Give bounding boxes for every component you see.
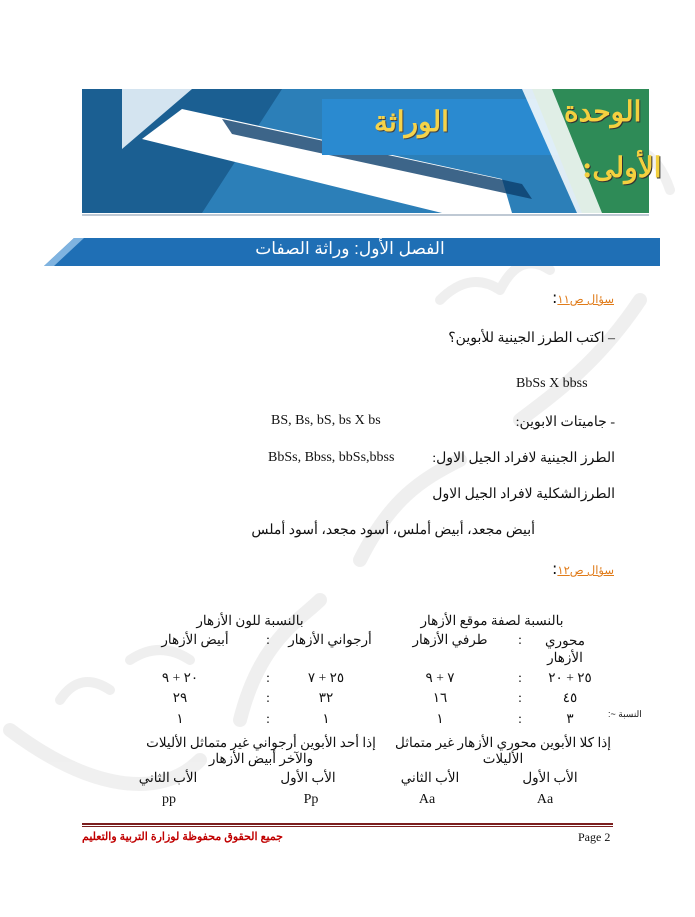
- cell-sep: :: [266, 711, 270, 726]
- cell-sep: :: [518, 670, 522, 685]
- col-sep: :: [266, 632, 270, 647]
- cell-axial-ratio: ٣: [566, 711, 574, 726]
- col-purple: أرجواني الأزهار: [288, 632, 372, 647]
- color-parent2-label: الأب الثاني: [138, 770, 198, 785]
- question-2-colon: :: [552, 559, 558, 578]
- unit-topic: الوراثة: [374, 105, 449, 138]
- header-flower-position: بالنسبة لصفة موقع الأزهار: [420, 613, 564, 628]
- cell-terminal-sum: ٧ + ٩: [425, 670, 455, 685]
- cell-white-sum: ٢٠ + ٩: [161, 670, 199, 685]
- color-parent1-label: الأب الأول: [280, 770, 336, 785]
- color-parent2-genotype: pp: [162, 792, 176, 807]
- cell-axial-total: ٤٥: [562, 690, 578, 705]
- cell-terminal-ratio: ١: [436, 711, 444, 726]
- cell-purple-sum: ٢٥ + ٧: [307, 670, 345, 685]
- cell-purple-ratio: ١: [322, 711, 330, 726]
- phenotypes-value: أبيض مجعد، أبيض أملس، أسود مجعد، أسود أملس: [251, 523, 535, 538]
- ratio-label: النسبة ~:: [608, 709, 642, 719]
- cell-sep: :: [266, 690, 270, 705]
- color-parent1-genotype: Pp: [303, 792, 319, 807]
- col-axial: محوري الأزهار: [544, 633, 585, 665]
- cell-white-ratio: ١: [176, 711, 184, 726]
- question-1-heading: [500, 288, 614, 307]
- cell-terminal-total: ١٦: [432, 690, 448, 705]
- cell-sep: :: [518, 690, 522, 705]
- footer-rule: [82, 823, 613, 825]
- col-terminal: طرفي الأزهار: [412, 632, 488, 647]
- gametes-value: BS, Bs, bS, bs X bs: [271, 413, 381, 428]
- cell-sep: :: [518, 711, 522, 726]
- question-2-heading: [500, 559, 614, 578]
- footer-rights: جميع الحقوق محفوظة لوزارة التربية والتعليم: [82, 831, 283, 843]
- case-flower-color: إذا أحد الأبوين أرجواني غير متماثل الأليلات والآخر أبيض الأزهار: [146, 735, 376, 766]
- position-parent1-genotype: Aa: [536, 792, 554, 807]
- cell-purple-total: ٣٢: [318, 690, 334, 705]
- banner-divider: [82, 214, 649, 216]
- question-2-label: سؤال ص١٢: [557, 565, 614, 577]
- question-1-label: سؤال ص١١: [557, 294, 614, 306]
- unit-number-line2: الأولى:: [582, 151, 662, 184]
- phenotypes-label: الطرزالشكلية لافراد الجيل الاول: [432, 487, 615, 502]
- chapter-title: الفصل الأول: وراثة الصفات: [255, 239, 445, 258]
- question-1-colon: :: [552, 288, 558, 307]
- header-flower-color: بالنسبة للون الأزهار: [196, 613, 304, 628]
- position-parent2-genotype: Aa: [418, 792, 436, 807]
- parents-cross: BbSs X bbss: [516, 376, 588, 391]
- cell-axial-sum: ٢٥ + ٢٠: [548, 670, 592, 685]
- page-number: Page 2: [578, 830, 611, 844]
- footer-rule-thin: [82, 826, 613, 827]
- case-flower-position: إذا كلا الأبوين محوري الأزهار غير متماثل الأليلات: [395, 735, 611, 766]
- col-sep: :: [518, 632, 522, 647]
- gametes-label: - جاميتات الابوين:: [515, 415, 615, 430]
- genotypes-value: BbSs, Bbss, bbSs,bbss: [268, 450, 395, 465]
- question-1-prompt: – اكتب الطرز الجينية للأبوين؟: [448, 331, 615, 346]
- position-parent2-label: الأب الثاني: [400, 770, 460, 785]
- genotypes-label: الطرز الجينية لافراد الجيل الاول:: [432, 451, 615, 466]
- cell-sep: :: [266, 670, 270, 685]
- col-white: أبيض الأزهار: [161, 632, 229, 647]
- unit-banner: [82, 89, 662, 213]
- unit-number-line1: الوحدة: [564, 95, 642, 128]
- cell-white-total: ٢٩: [172, 690, 188, 705]
- position-parent1-label: الأب الأول: [522, 770, 578, 785]
